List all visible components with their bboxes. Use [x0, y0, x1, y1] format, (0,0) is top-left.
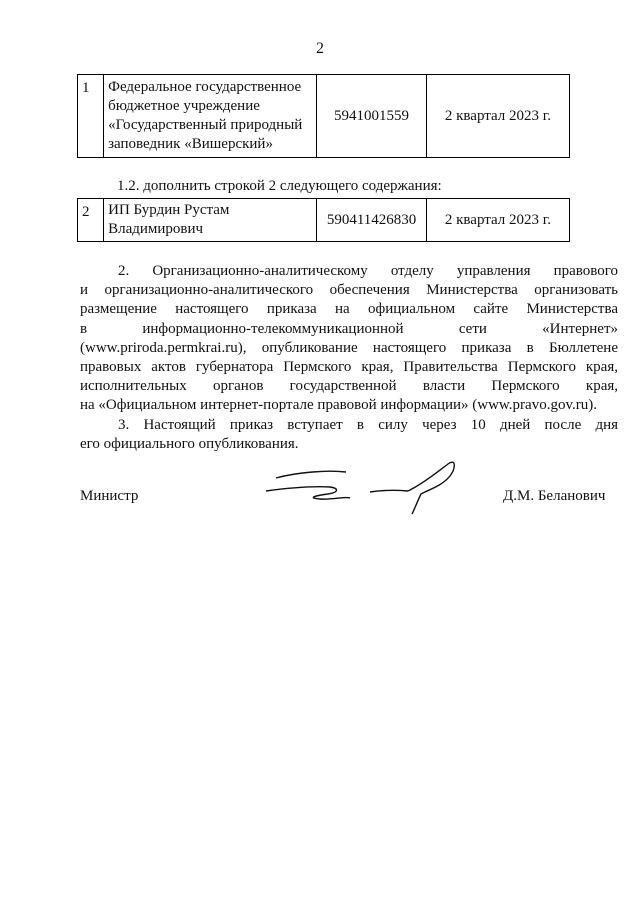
- signer-position: Министр: [80, 488, 139, 504]
- organization-name-line: Федеральное государственное: [108, 79, 302, 95]
- paragraph-line: его официального опубликования.: [80, 436, 299, 453]
- organization-name-line: «Государственный природный: [108, 117, 303, 133]
- paragraph-line: (www.priroda.permkrai.ru), опубликование настоящего приказа в Бюллетене: [80, 339, 618, 356]
- row-number: 2: [78, 199, 104, 242]
- paragraph-line: в информационно-телекоммуникационной сети «Интернет»: [80, 320, 618, 337]
- row-number: 1: [78, 75, 104, 158]
- organization-name: [104, 75, 317, 158]
- table-new-row: [77, 198, 570, 242]
- organization-name-line: бюджетное учреждение: [108, 98, 260, 114]
- organization-name-line: ИП Бурдин Рустам: [108, 202, 230, 218]
- table-row: [78, 199, 570, 242]
- handwritten-signature: [258, 456, 463, 516]
- paragraph-line: правовых актов губернатора Пермского края, Правительства Пермского края,: [80, 358, 618, 375]
- paragraph-line: исполнительных органов государственной власти Пермского края,: [80, 378, 618, 395]
- subpoint-1-2: 1.2. дополнить строкой 2 следующего содержания:: [117, 178, 442, 194]
- paragraph-line: 2. Организационно-аналитическому отделу управления правового: [118, 263, 618, 279]
- organization-name-line: Владимирович: [108, 221, 204, 237]
- period-cell: 2 квартал 2023 г.: [426, 199, 569, 242]
- table-row: [78, 75, 570, 158]
- organization-name-line: заповедник «Вишерский»: [108, 136, 273, 152]
- paragraph-line: размещение настоящего приказа на официальном сайте Министерства: [80, 301, 618, 318]
- paragraph-line: 3. Настоящий приказ вступает в силу через 10 дней после дня: [118, 417, 618, 433]
- paragraph-2: [80, 262, 618, 416]
- organization-name: [104, 199, 317, 242]
- signer-name: Д.М. Беланович: [503, 488, 606, 504]
- paragraph-3: [80, 416, 618, 454]
- period-cell: 2 квартал 2023 г.: [426, 75, 569, 158]
- paragraph-line: и организационно-аналитического обеспечения Министерства организовать: [80, 282, 618, 299]
- paragraph-line: на «Официальном интернет-портале правовой информации» (www.pravo.gov.ru).: [80, 397, 597, 414]
- inn-cell: 5941001559: [317, 75, 427, 158]
- inn-cell: 590411426830: [317, 199, 427, 242]
- page-number: 2: [316, 40, 324, 57]
- table-continuation: [77, 74, 570, 158]
